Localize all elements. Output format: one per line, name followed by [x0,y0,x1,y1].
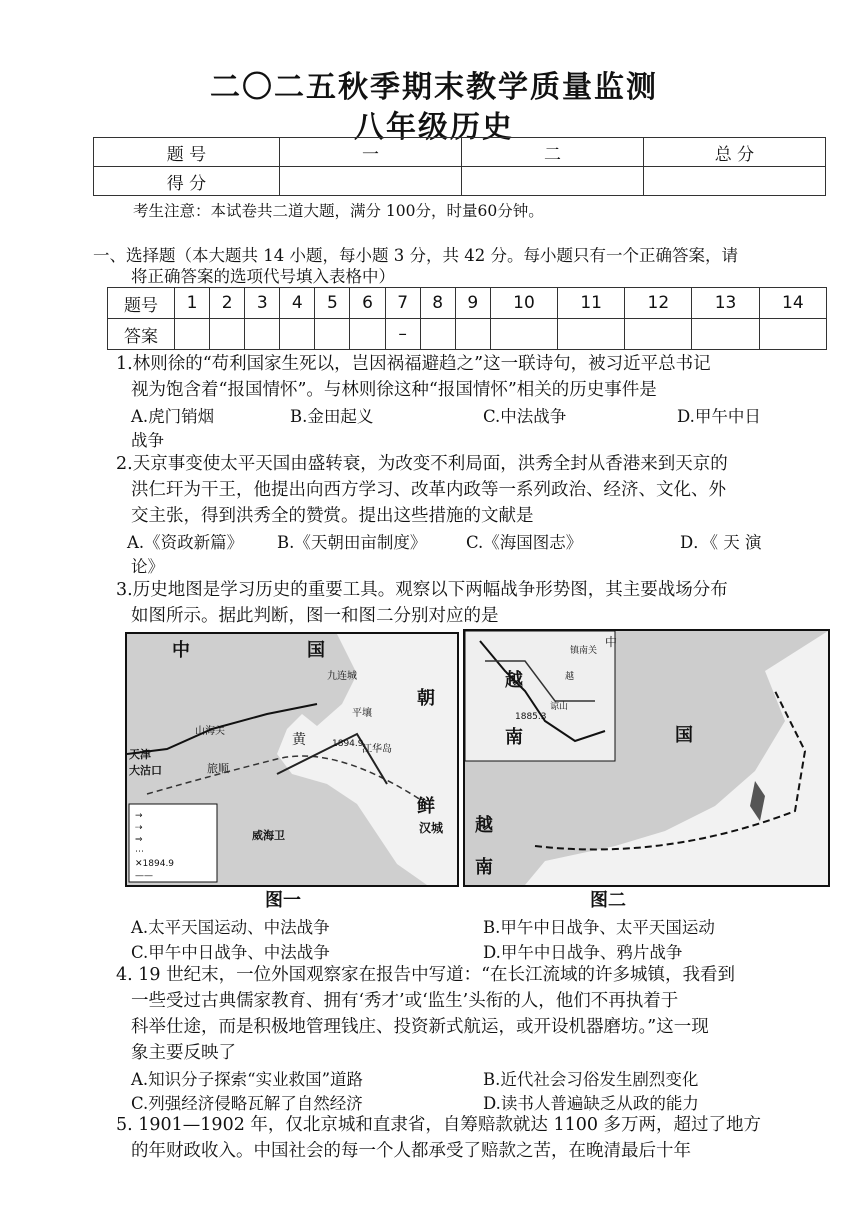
q5-stem-line1: 5. 1901—1902 年，仅北京城和直隶省，自筹赔款就达 1100 多万两，超过了地方 [116,1115,762,1135]
map1-label: 中 [172,640,190,661]
answer-cell[interactable] [759,319,826,350]
q4-stem-line3: 科举仕途，而是积极地管理钱庄、投资新式航运，或开设机器磨坊。”这一现 [131,1017,709,1037]
score-cell [279,167,461,196]
answer-cell[interactable] [625,319,692,350]
map1-label: 黄 [292,732,306,748]
section1-instructions-line1: 一、选择题（本大题共 14 小题，每小题 3 分，共 42 分。每小题只有一个正确答案，请 [93,246,738,265]
answer-cell[interactable] [245,319,280,350]
q2-stem-line1: 2.天京事变使太平天国由盛转衰，为改变不利局面，洪秀全封从香港来到天京的 [116,454,728,474]
question-number-cell: 3 [245,288,280,319]
question-number-cell: 9 [455,288,490,319]
figure2-map [463,629,830,887]
answer-table-number-row [108,288,827,319]
q2-stem-line2: 洪仁玕为干王，他提出向西方学习、改革内政等一系列政治、经济、文化、外 [131,480,726,500]
question-number-cell: 14 [759,288,826,319]
map1-label: 汉城 [419,821,444,835]
map1-label: 1894.9 [332,739,364,749]
question-number-cell: 1 [175,288,210,319]
answer-table-answer-row [108,319,827,350]
question-number-cell: 8 [420,288,455,319]
map2-label: 谅山 [550,702,569,712]
answer-row-label: 题号 [108,288,175,319]
q3-option-a[interactable]: A.太平天国运动、中法战争 [131,918,330,937]
question-number-cell: 4 [280,288,315,319]
figure2-caption: 图二 [590,890,626,911]
q3-option-d[interactable]: D.甲午中日战争、鸦片战争 [483,943,683,962]
map1-legend-item: → [135,811,143,821]
answer-cell[interactable] [350,319,385,350]
question-number-cell: 6 [350,288,385,319]
map1-legend-item: ✕1894.9 [135,859,175,869]
q2-option-c[interactable]: C.《海国图志》 [466,533,583,552]
map1-label: 平壤 [352,708,372,719]
q1-option-d-continued: 战争 [131,431,164,450]
map1-label: 江华岛 [362,744,392,755]
question-number-cell: 11 [558,288,625,319]
q4-stem-line4: 象主要反映了 [131,1043,236,1063]
map2-label: 镇南关 [570,646,598,656]
map1-label: 威海卫 [252,829,285,842]
exam-title: 二〇二五秋季期末教学质量监测 [210,70,658,105]
map2-label: 南 [475,857,493,878]
q2-option-a[interactable]: A.《资政新篇》 [127,533,244,552]
answer-cell[interactable] [490,319,557,350]
q2-option-d-continued: 论》 [131,557,164,576]
answer-cell[interactable] [420,319,455,350]
map2-label: 1885.3 [515,712,547,722]
answer-cell[interactable] [175,319,210,350]
map1-label: 朝 [417,688,435,709]
map1-legend-item: ⋯ [135,847,144,857]
answer-cell[interactable] [692,319,759,350]
q5-stem-line2: 的年财政收入。中国社会的每一个人都承受了赔款之苦，在晚清最后十年 [131,1141,691,1161]
answer-cell[interactable]: – [385,319,420,350]
score-cell [643,167,825,196]
map1-label: 九连城 [327,671,357,682]
map2-label: 越 [475,815,493,836]
map1-label: 国 [307,640,325,661]
map2-label: 中 [605,635,618,649]
score-cell [461,167,643,196]
score-header-cell: 题 号 [94,138,280,167]
score-header-cell: 总 分 [643,138,825,167]
map1-legend-item: —— [135,871,153,881]
answer-table [107,287,827,350]
figure1-caption: 图一 [265,890,301,911]
map1-label: 鲜 [417,796,435,817]
q4-option-b[interactable]: B.近代社会习俗发生剧烈变化 [483,1070,699,1089]
figure1-map-drawing [127,634,457,885]
map2-label: 越 [565,672,575,682]
map1-label: 大沽口 [129,764,162,777]
q1-stem-line2: 视为饱含着“报国情怀”。与林则徐这种“报国情怀”相关的历史事件是 [131,380,657,400]
q1-stem-line1: 1.林则徐的“苟利国家生死以，岂因祸福避趋之”这一联诗句，被习近平总书记 [116,354,711,374]
q4-stem-line2: 一些受过古典儒家教育、拥有‘秀才’或‘监生’头衔的人，他们不再执着于 [131,991,679,1011]
score-row-label: 得 分 [94,167,280,196]
score-header-cell: 一 [279,138,461,167]
score-table-value-row [94,167,826,196]
question-number-cell: 12 [625,288,692,319]
figure1-map [125,632,459,887]
q4-stem-line1: 4. 19 世纪末，一位外国观察家在报告中写道：“在长江流域的许多城镇，我看到 [116,965,736,985]
exam-subtitle: 八年级历史 [354,110,514,145]
map1-legend-item: ⇢ [135,823,143,833]
score-header-cell: 二 [461,138,643,167]
q3-stem-line1: 3.历史地图是学习历史的重要工具。观察以下两幅战争形势图，其主要战场分布 [116,580,728,600]
q1-option-a[interactable]: A.虎门销烟 [131,407,215,426]
answer-cell[interactable] [455,319,490,350]
q3-option-c[interactable]: C.甲午中日战争、中法战争 [131,943,330,962]
q3-stem-line2: 如图所示。据此判断，图一和图二分别对应的是 [131,606,499,626]
question-number-cell: 7 [385,288,420,319]
q2-option-b[interactable]: B.《天朝田亩制度》 [277,533,427,552]
q4-option-d[interactable]: D.读书人普遍缺乏从政的能力 [483,1094,699,1113]
map1-label: 旅顺 [207,762,229,775]
question-number-cell: 13 [692,288,759,319]
map1-label: 山海关 [195,726,225,737]
q4-option-a[interactable]: A.知识分子探索“实业救国”道路 [131,1070,364,1089]
answer-cell[interactable] [315,319,350,350]
q3-option-b[interactable]: B.甲午中日战争、太平天国运动 [483,918,715,937]
q1-option-d[interactable]: D.甲午中日 [677,407,761,426]
map2-label: 国 [675,725,693,746]
score-table [93,137,826,196]
answer-row-label: 答案 [108,319,175,350]
q1-option-c[interactable]: C.中法战争 [483,407,567,426]
answer-cell[interactable] [280,319,315,350]
question-number-cell: 10 [490,288,557,319]
answer-cell[interactable] [210,319,245,350]
map2-label: 越 [505,670,523,691]
map1-label: 天津 [129,748,151,761]
answer-cell[interactable] [558,319,625,350]
q2-stem-line3: 交主张，得到洪秀全的赞赏。提出这些措施的文献是 [131,506,534,526]
score-table-header-row [94,138,826,167]
q2-option-d[interactable]: D．《 天 演 [680,533,762,552]
map2-label: 南 [505,727,523,748]
q1-option-b[interactable]: B.金田起义 [290,407,374,426]
question-number-cell: 2 [210,288,245,319]
map1-legend-item: ⇒ [135,835,143,845]
section1-instructions-line2: 将正确答案的选项代号填入表格中） [131,267,395,286]
exam-notice: 考生注意：本试卷共二道大题，满分 100分，时量60分钟。 [133,202,544,220]
question-number-cell: 5 [315,288,350,319]
q4-option-c[interactable]: C.列强经济侵略瓦解了自然经济 [131,1094,363,1113]
figure2-map-drawing [465,631,828,885]
